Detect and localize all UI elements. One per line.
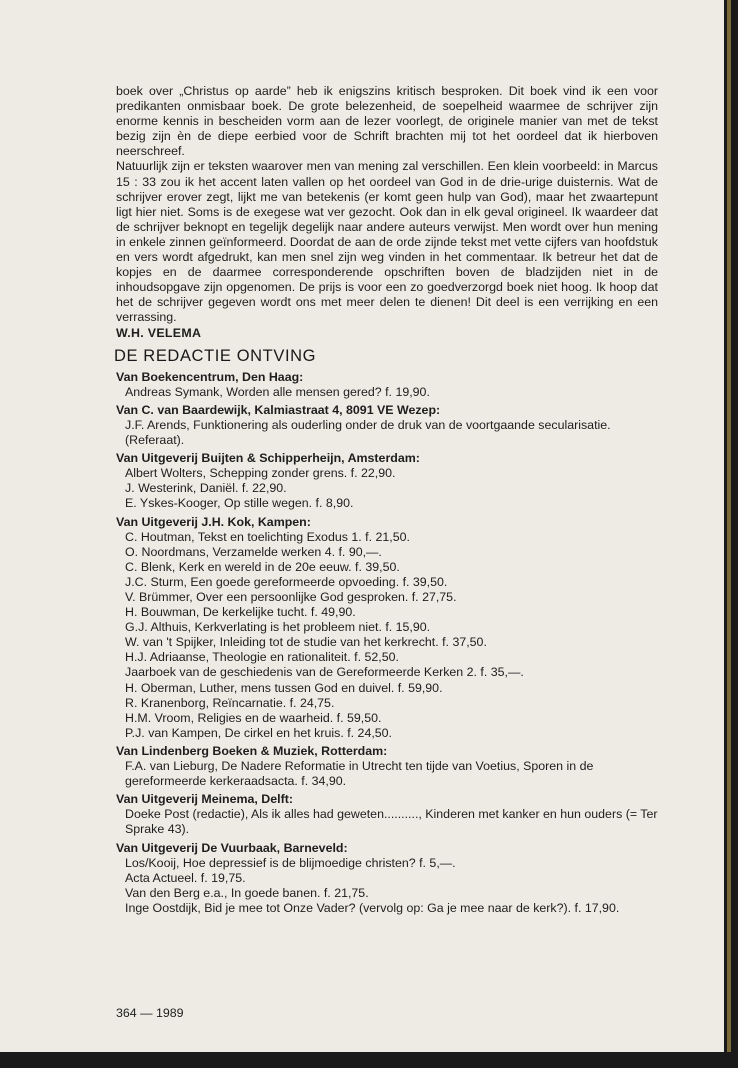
- book-entry: H.J. Adriaanse, Theologie en rationaliteit. f. 52,50.: [125, 650, 399, 665]
- review-text: [116, 84, 658, 341]
- book-entry: Albert Wolters, Schepping zonder grens. f. 22,90.: [125, 466, 396, 481]
- book-entry: J.F. Arends, Funktionering als ouderling onder de druk van de voortgaande secularisatie. (Referaat).: [125, 417, 611, 448]
- book-entry: Doeke Post (redactie), Als ik alles had geweten.........., Kinderen met kanker en hun ouders (= Ter Sprake 43).: [125, 807, 658, 837]
- review-signature: W.H. VELEMA: [116, 325, 202, 340]
- publisher-name: Van Uitgeverij Meinema, Delft:: [116, 792, 293, 807]
- publisher-name: Van Boekencentrum, Den Haag:: [116, 369, 304, 384]
- book-entry: Los/Kooij, Hoe depressief is de blijmoedige christen? f. 5,—.: [125, 855, 456, 870]
- book-entry: O. Noordmans, Verzamelde werken 4. f. 90,—.: [125, 544, 382, 559]
- book-entry: J. Westerink, Daniël. f. 22,90.: [125, 481, 287, 496]
- page-content: [116, 84, 658, 916]
- publisher-block: [116, 841, 658, 916]
- book-entry: C. Houtman, Tekst en toelichting Exodus 1. f. 21,50.: [125, 529, 410, 544]
- book-entry: H. Bouwman, De kerkelijke tucht. f. 49,90.: [125, 605, 356, 620]
- book-entry: E. Yskes-Kooger, Op stille wegen. f. 8,90.: [125, 496, 354, 511]
- publisher-block: [116, 451, 658, 511]
- book-entry: Van den Berg e.a., In goede banen. f. 21,75.: [125, 885, 369, 900]
- publisher-name: Van Uitgeverij J.H. Kok, Kampen:: [116, 514, 311, 529]
- book-entry: F.A. van Lieburg, De Nadere Reformatie in Utrecht ten tijde van Voetius, Sporen in de gereformeerde kerkeraadsacta. f. 34,90.: [125, 759, 594, 789]
- publisher-name: Van Uitgeverij De Vuurbaak, Barneveld:: [116, 840, 348, 855]
- binding-strip: [727, 0, 731, 1068]
- publisher-block: [116, 403, 658, 448]
- book-entry: Jaarboek van de geschiedenis van de Gereformeerde Kerken 2. f. 35,—.: [125, 665, 524, 680]
- publisher-block: [116, 515, 658, 741]
- publisher-name: Van Uitgeverij Buijten & Schipperheijn, Amsterdam:: [116, 451, 420, 466]
- review-paragraph: boek over „Christus op aarde” heb ik enigszins kritisch besproken. Dit boek vind ik een voor predikanten onmisbaar boek. De grote belezenheid, de soepelheid waarmee de schrijver zijn enorme kennis in bescheiden vorm aan de lezer voorlegt, de originele manier van met de tekst bezig zijn èn de diepe eerbied voor de Schrift brachten mij tot het oordeel dat ik hierboven neerschreef.: [116, 84, 658, 159]
- book-entry: C. Blenk, Kerk en wereld in de 20e eeuw. f. 39,50.: [125, 559, 400, 574]
- book-entry: P.J. van Kampen, De cirkel en het kruis. f. 24,50.: [125, 725, 392, 740]
- publisher-name: Van C. van Baardewijk, Kalmiastraat 4, 8091 VE Wezep:: [116, 402, 441, 417]
- book-entry: H.M. Vroom, Religies en de waarheid. f. 59,50.: [125, 710, 382, 725]
- book-entry: H. Oberman, Luther, mens tussen God en duivel. f. 59,90.: [125, 680, 443, 695]
- book-entry: W. van 't Spijker, Inleiding tot de studie van het kerkrecht. f. 37,50.: [125, 635, 487, 650]
- publisher-block: [116, 792, 658, 837]
- book-entry: Andreas Symank, Worden alle mensen gered? f. 19,90.: [125, 384, 430, 399]
- scan-edge-bottom: [0, 1052, 738, 1068]
- publisher-block: [116, 744, 658, 789]
- scan-edge-right: [724, 0, 738, 1068]
- book-entry: Inge Oostdijk, Bid je mee tot Onze Vader? (vervolg op: Ga je mee naar de kerk?). f. 17,90.: [125, 900, 620, 915]
- section-title: DE REDACTIE ONTVING: [114, 346, 317, 365]
- book-entry: Acta Actueel. f. 19,75.: [125, 870, 246, 885]
- publisher-name: Van Lindenberg Boeken & Muziek, Rotterdam:: [116, 743, 388, 758]
- book-entry: G.J. Althuis, Kerkverlating is het probleem niet. f. 15,90.: [125, 620, 431, 635]
- book-entry: J.C. Sturm, Een goede gereformeerde opvoeding. f. 39,50.: [125, 574, 448, 589]
- review-paragraph: Natuurlijk zijn er teksten waarover men van mening zal verschillen. Een klein voorbeeld: in Marcus 15 : 33 zou ik het accent laten vallen op het oordeel van God in de drie-urige duisternis. Wat de schrijver erover zegt, lijkt me van betekenis (er komt geen hulp van God), maar het zwaartepunt ligt hier niet. Soms is de exegese wat ver gezocht. Ook dan in elk geval origineel. Ik waardeer dat de schrijver beknopt en tegelijk degelijk naar andere auteurs verwijst. Men wordt over hun mening in enkele zinnen geïnformeerd. Doordat de aan de orde zijnde tekst met vette cijfers van hoofdstuk en vers wordt afgedrukt, kan men snel zijn weg vinden in het commentaar. Ik betreur het dat de kopjes en de daarmee corresponderende opschriften boven de bladzijden niet in de inhoudsopgave zijn opgenomen. De prijs is voor een zo goedverzorgd boek niet hoog. Ik hoop dat het de schrijver gegeven wordt ons met meer delen te dienen! Dit deel is een verrijking en een verrassing.: [116, 159, 658, 325]
- book-entry: V. Brümmer, Over een persoonlijke God gesproken. f. 27,75.: [125, 590, 457, 604]
- book-entry: R. Kranenborg, Reïncarnatie. f. 24,75.: [125, 695, 335, 710]
- publisher-block: [116, 370, 658, 400]
- page-number: 364 — 1989: [116, 1006, 184, 1020]
